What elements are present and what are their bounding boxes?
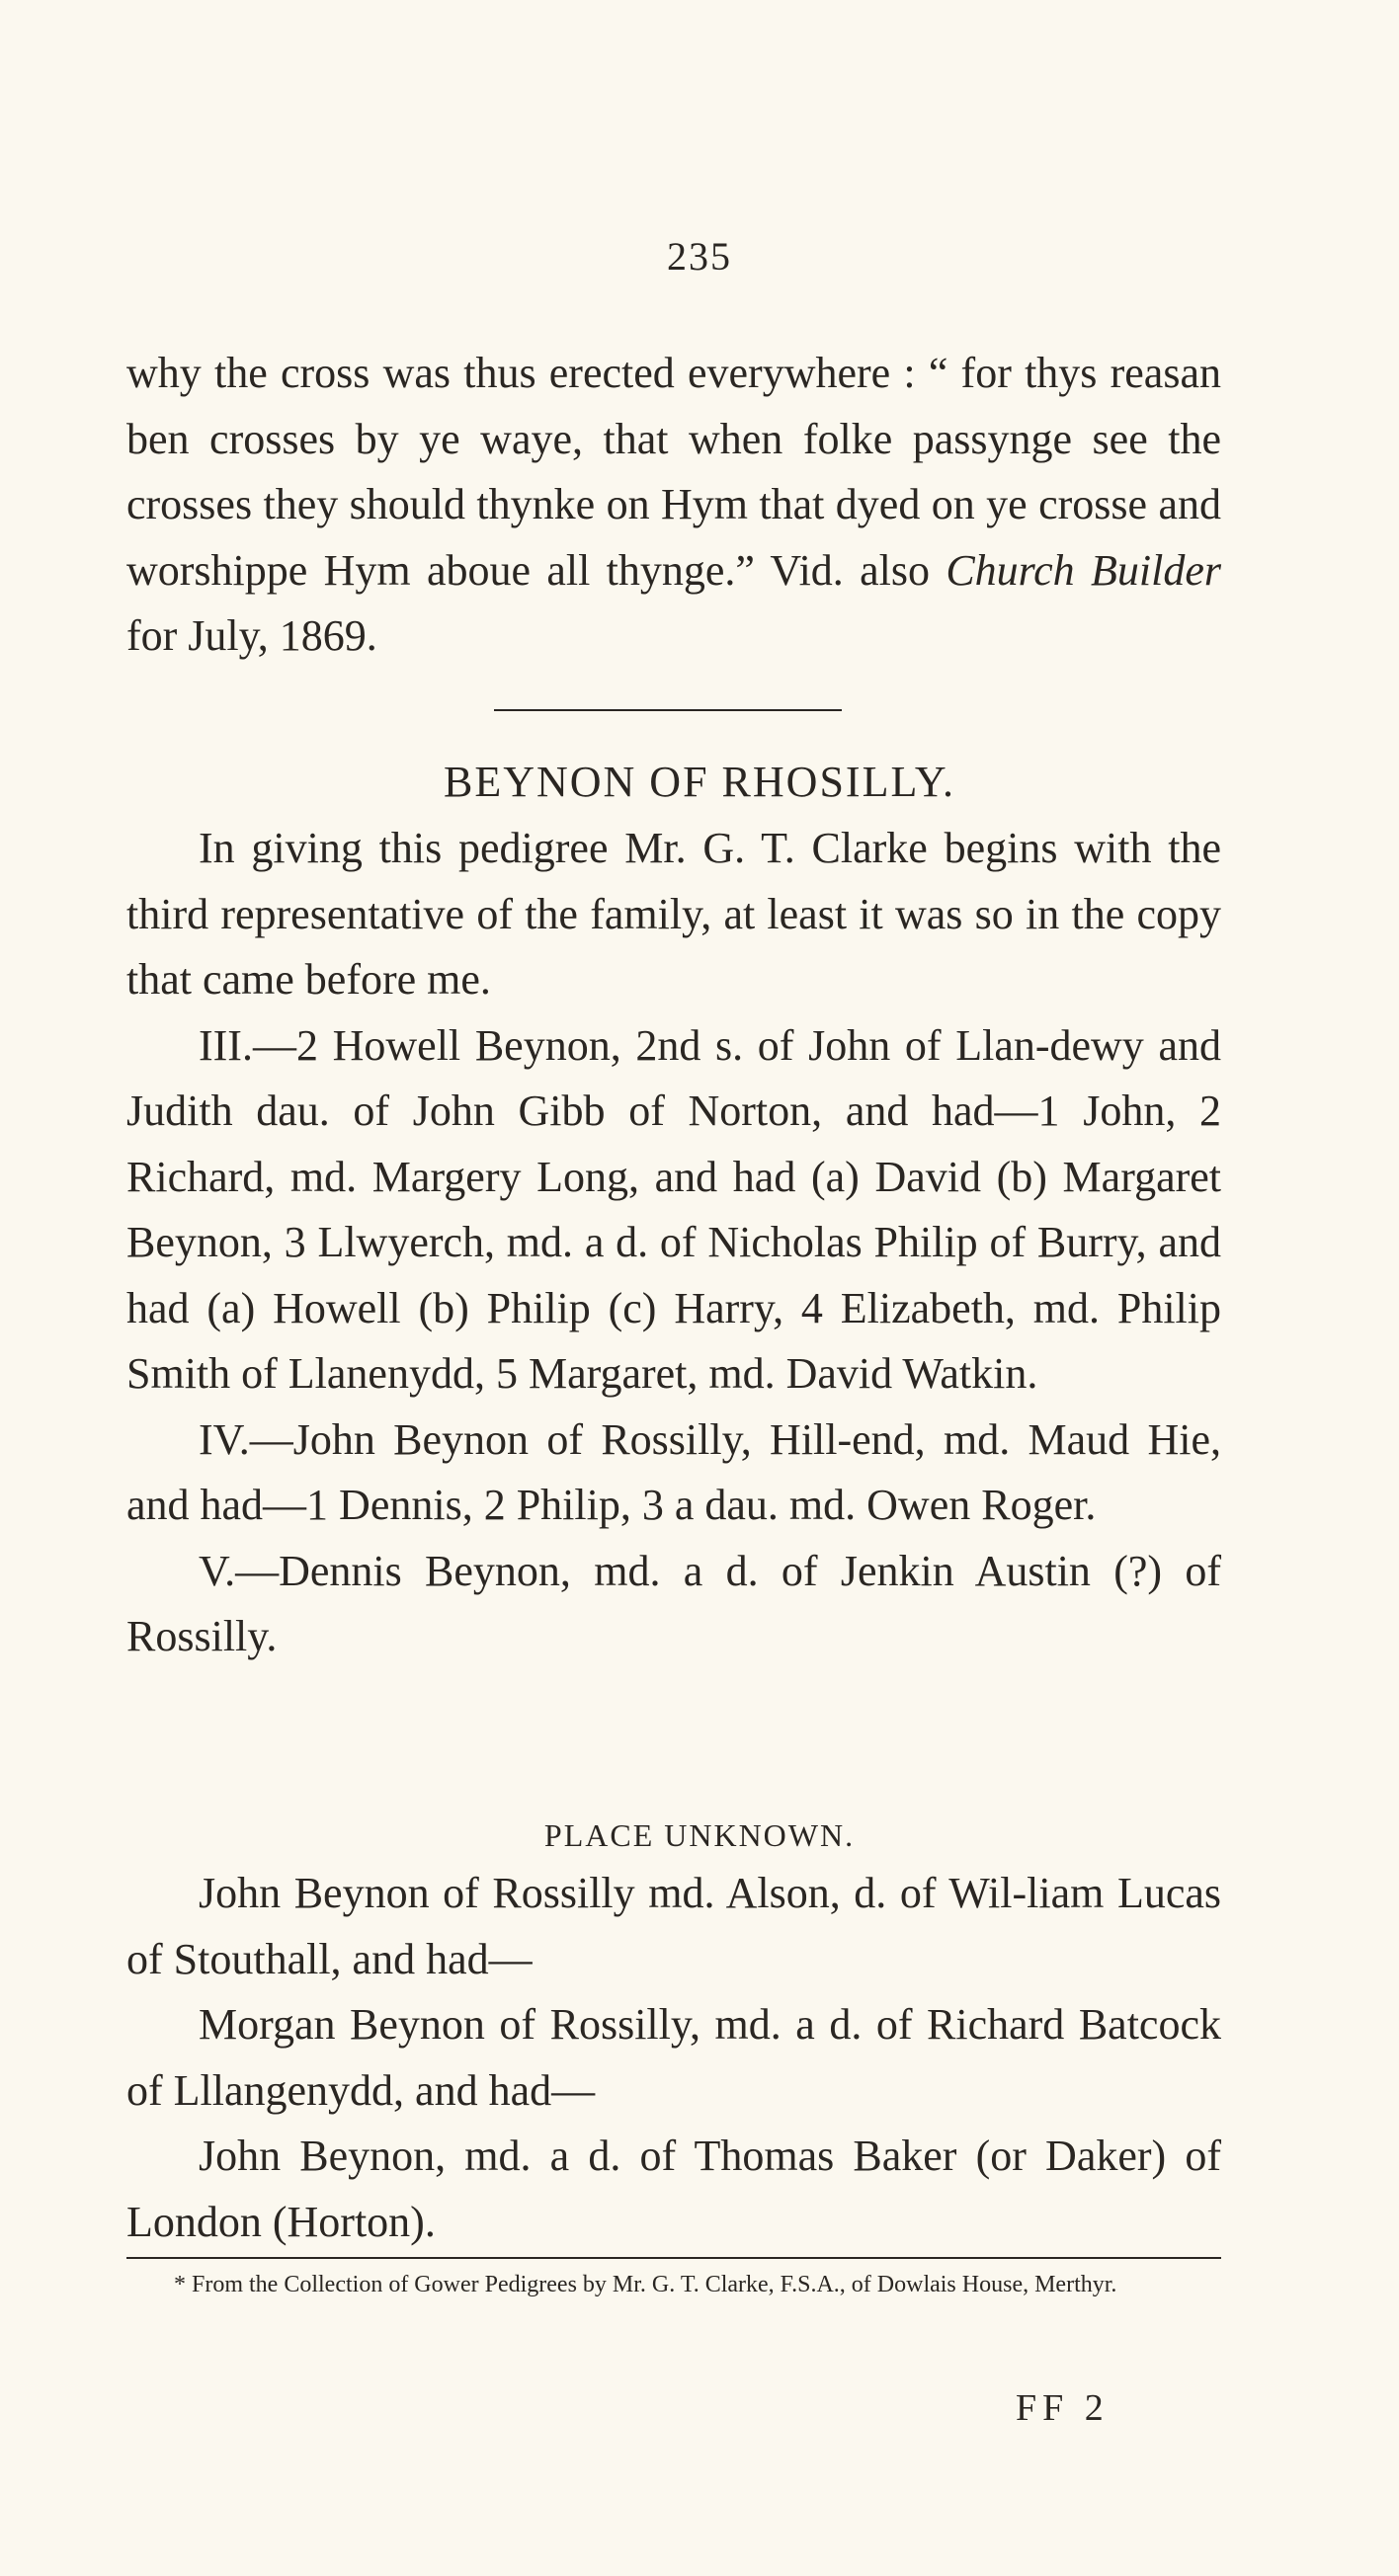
place-paragraph: John Beynon, md. a d. of Thomas Baker (or Daker) of London (Horton). [126,2132,1221,2246]
intro-italic-title: Church Builder [946,545,1221,595]
page-number: 235 [667,234,732,279]
place-unknown-heading: PLACE UNKNOWN. [543,1817,856,1853]
footnote: * From the Collection of Gower Pedigrees by Mr. G. T. Clarke, F.S.A., of Dowlais House, Merthyr. [174,2272,1117,2297]
place-unknown-text [126,1861,1221,2255]
intro-paragraph [126,341,1221,670]
paragraph-generation-iii: III.—2 Howell Beynon, 2nd s. of John of Llan-dewy and Judith dau. of John Gibb of Norton, and had—1 John, 2 Richard, md. Margery Long, and had (a) David (b) Margaret Beynon, 3 Llwyerch, md. a d. of Nicholas Philip of Burry, and had (a) Howell (b) Philip (c) Harry, 4 Elizabeth, md. Philip Smith of Llanenydd, 5 Margaret, md. David Watkin. [126,1020,1221,1398]
place-paragraph: John Beynon of Rossilly md. Alson, d. of Wil-liam Lucas of Stouthall, and had— [126,1869,1221,1983]
section-divider [494,709,842,711]
footnote-rule [126,2257,1221,2259]
section-heading: BEYNON OF RHOSILLY. [443,758,956,806]
place-paragraph: Morgan Beynon of Rossilly, md. a d. of Richard Batcock of Lllangenydd, and had— [126,2000,1221,2115]
intro-text-part2: for July, 1869. [126,611,377,660]
intro-text-part1: why the cross was thus erected everywhere : “ for thys reasan ben crosses by ye waye, that when folke passynge see the crosses they should thynke on Hym that dyed on ye crosse and worshippe Hym aboue all thynge.” Vid. also [126,349,1221,595]
pedigree-text [126,816,1221,1670]
paragraph-generation-v: V.—Dennis Beynon, md. a d. of Jenkin Austin (?) of Rossilly. [126,1546,1221,1660]
paragraph-intro: In giving this pedigree Mr. G. T. Clarke begins with the third representative of the family, at least it was so in the copy that came before me. [126,824,1221,1004]
paragraph-generation-iv: IV.—John Beynon of Rossilly, Hill-end, md. Maud Hie, and had—1 Dennis, 2 Philip, 3 a dau. md. Owen Roger. [126,1414,1221,1529]
signature-mark: FF 2 [1016,2387,1110,2429]
